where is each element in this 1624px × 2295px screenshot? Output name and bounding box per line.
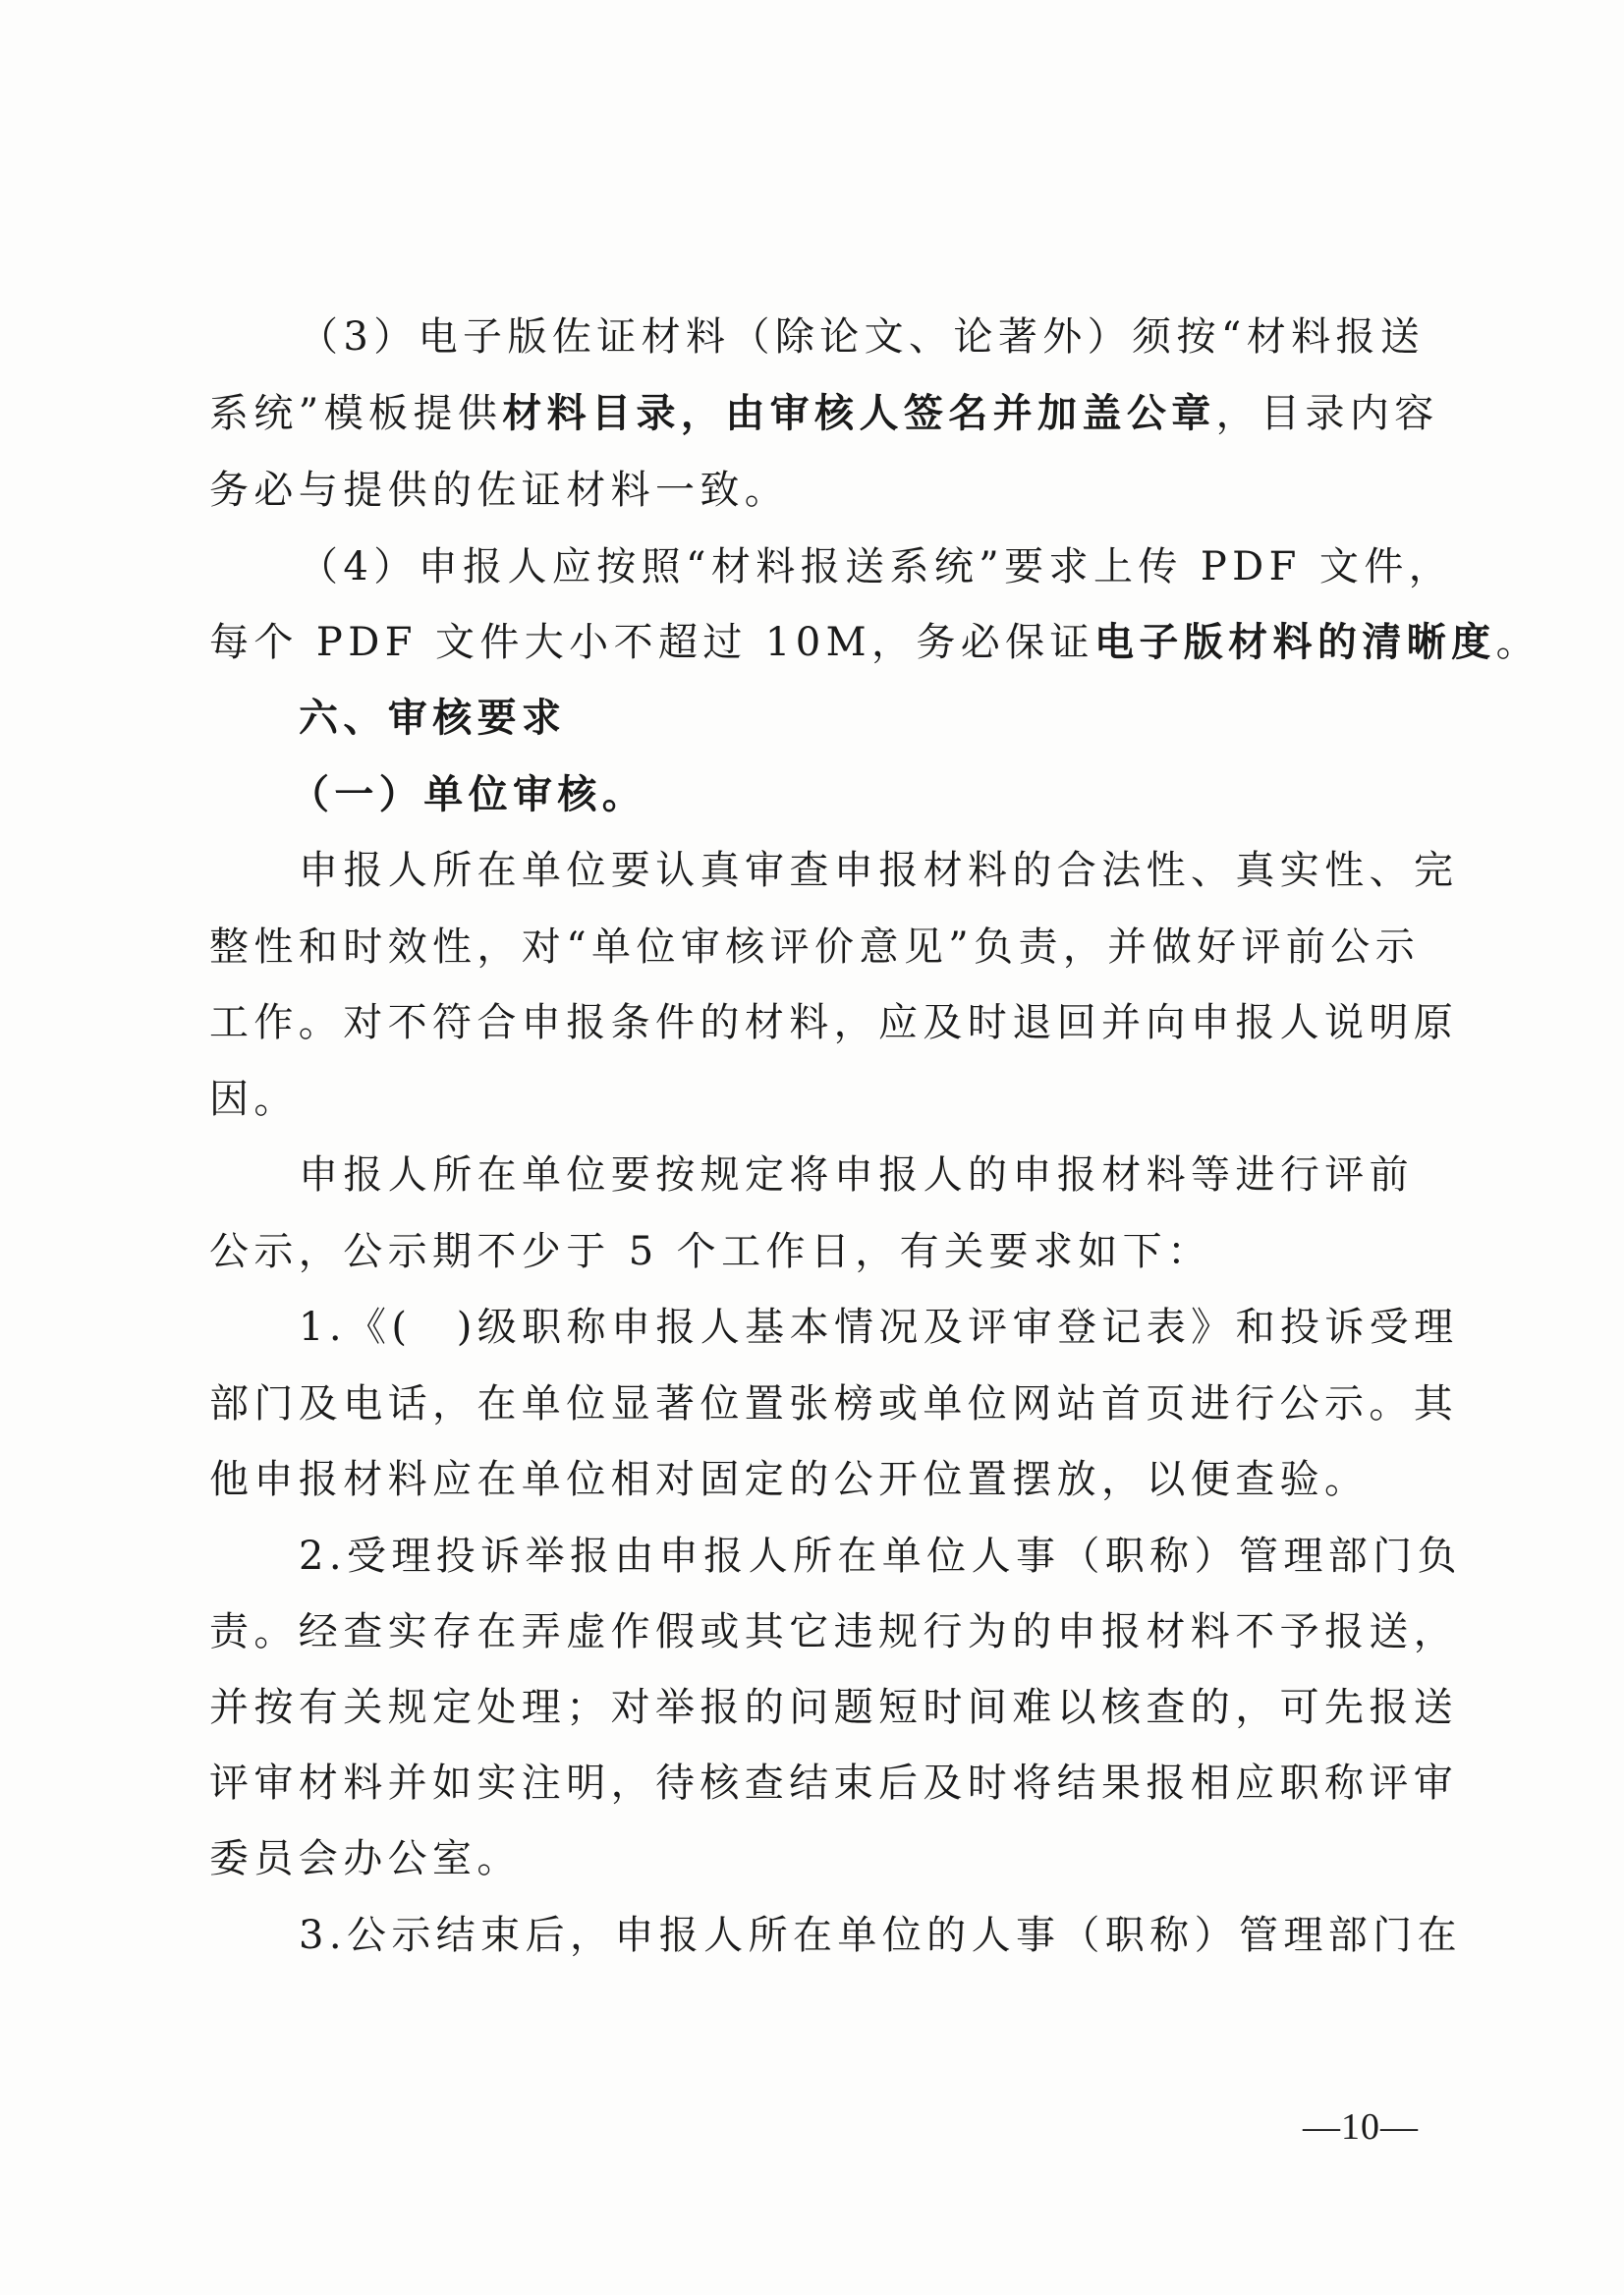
- paragraph-item-3-line-3: [209, 452, 1428, 529]
- text-segment: 系统”模板提供: [209, 391, 503, 436]
- subsection-heading: [209, 756, 1508, 833]
- list-item-1-line-2: [209, 1366, 1459, 1442]
- text-segment: 并按有关规定处理；对举报的问题短时间难以核查的，可先报送: [209, 1685, 1459, 1730]
- section-heading-text: 六、审核要求: [299, 696, 567, 741]
- emphasis-text: 材料目录，由审核人签名并加盖公章: [502, 390, 1216, 436]
- text-segment: 他申报材料应在单位相对固定的公开位置摆放，以便查验。: [209, 1457, 1370, 1502]
- page-number: —10—: [1303, 2106, 1419, 2148]
- list-item-2-line-3: [209, 1669, 1459, 1746]
- list-item-2-line-1: [209, 1518, 1517, 1595]
- text-segment: 申报人所在单位要按规定将申报人的申报材料等进行评前: [299, 1152, 1414, 1198]
- text-segment: 整性和时效性，对“单位审核评价意见”负责，并做好评前公示: [209, 924, 1421, 970]
- list-item-2-line-4: [209, 1745, 1459, 1821]
- paragraph-unit-review-line-4: [209, 1061, 1428, 1138]
- list-item-2-line-2: [209, 1594, 1459, 1670]
- section-heading: [209, 680, 1517, 756]
- paragraph-unit-review-line-1: [209, 832, 1517, 909]
- text-segment: 2.受理投诉举报由申报人所在单位人事（职称）管理部门负: [299, 1534, 1462, 1579]
- text-segment: 。: [1495, 620, 1540, 665]
- text-segment: 每个 PDF 文件大小不超过 10M，务必保证: [209, 620, 1094, 665]
- text-segment: 评审材料并如实注明，待核查结束后及时将结果报相应职称评审: [209, 1761, 1459, 1806]
- text-segment: 申报人所在单位要认真审查申报材料的合法性、真实性、完: [299, 848, 1459, 893]
- text-segment: 3.公示结束后，申报人所在单位的人事（职称）管理部门在: [299, 1913, 1462, 1958]
- list-item-1-line-3: [209, 1441, 1428, 1518]
- paragraph-item-4-line-1: [209, 529, 1517, 605]
- text-segment: 部门及电话，在单位显著位置张榜或单位网站首页进行公示。其: [209, 1381, 1459, 1427]
- text-segment: 公示，公示期不少于 5 个工作日，有关要求如下：: [209, 1229, 1212, 1274]
- text-segment: ，目录内容: [1215, 391, 1439, 436]
- paragraph-publicity-line-2: [209, 1213, 1428, 1290]
- paragraph-item-3-line-2: [209, 375, 1439, 452]
- paragraph-unit-review-line-2: [209, 909, 1428, 985]
- text-segment: 因。: [209, 1077, 299, 1122]
- list-item-2-line-5: [209, 1820, 1428, 1897]
- text-segment: （3）电子版佐证材料（除论文、论著外）须按“材料报送: [299, 314, 1426, 360]
- list-item-3-line-1: [209, 1897, 1517, 1974]
- text-segment: 务必与提供的佐证材料一致。: [209, 468, 790, 513]
- paragraph-item-3-line-1: [209, 299, 1517, 375]
- text-segment: 委员会办公室。: [209, 1836, 522, 1881]
- text-segment: （4）申报人应按照“材料报送系统”要求上传 PDF 文件，: [299, 544, 1454, 589]
- text-segment: 1.《( )级职称申报人基本情况及评审登记表》和投诉受理: [299, 1305, 1459, 1350]
- emphasis-text: 电子版材料的清晰度: [1093, 619, 1496, 665]
- paragraph-unit-review-line-3: [209, 984, 1459, 1061]
- text-segment: 责。经查实存在弄虚作假或其它违规行为的申报材料不予报送，: [209, 1609, 1459, 1654]
- text-segment: 工作。对不符合申报条件的材料，应及时退回并向申报人说明原: [209, 1000, 1459, 1045]
- list-item-1-line-1: [209, 1289, 1517, 1366]
- subsection-heading-text: （一）单位审核。: [290, 771, 647, 817]
- paragraph-item-4-line-2: [209, 604, 1540, 681]
- paragraph-publicity-line-1: [209, 1137, 1517, 1213]
